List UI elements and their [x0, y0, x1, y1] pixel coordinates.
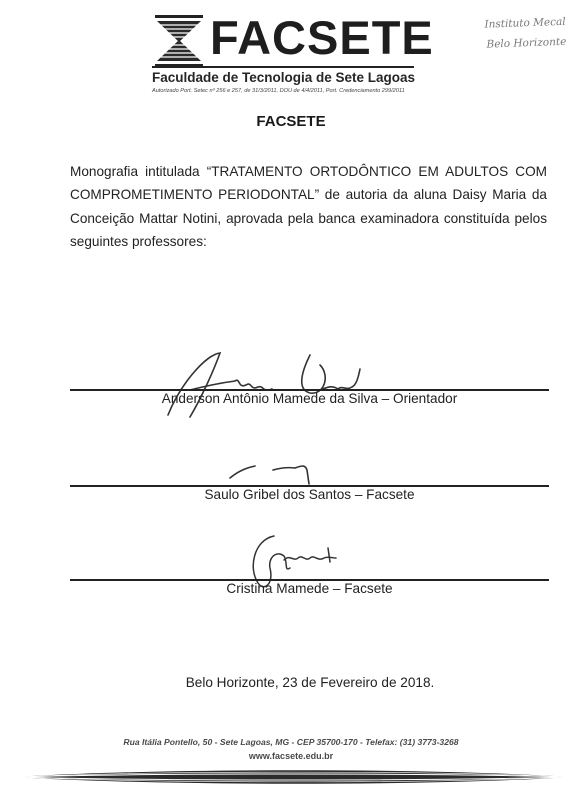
facsete-logo-icon: [155, 15, 203, 67]
footer-decorative-band: [16, 764, 571, 790]
footer-address: Rua Itália Pontello, 50 - Sete Lagoas, MG - CEP 35700-170 - Telefax: (31) 3773-3268: [123, 737, 459, 747]
logo-subtitle: Faculdade de Tecnologia de Sete Lagoas: [152, 70, 416, 85]
handwritten-note: [440, 12, 566, 56]
document-date: Belo Horizonte, 23 de Fevereiro de 2018.: [185, 675, 435, 690]
footer-website: www.facsete.edu.br: [248, 751, 334, 761]
handwritten-note-line: Instituto Mecal: [484, 15, 566, 31]
signature-name: Anderson Antônio Mamede da Silva – Orientador: [161, 391, 458, 406]
logo-divider: [152, 66, 414, 68]
document-body: Monografia intitulada “TRATAMENTO ORTODÔNTICO EM ADULTOS COM COMPROMETIMENTO PERIODONTAL” de autoria da aluna Daisy Maria da Conceição Mattar Notini, aprovada pela banca examinadora constituída pelos seguintes professores:: [70, 164, 547, 249]
logo-wordmark: FACSETE: [210, 11, 434, 64]
signature-name: Cristina Mamede – Facsete: [226, 581, 393, 596]
logo-fineprint: Autorizado Port. Setec nº 256 e 257, de 31/3/2011, DOU de 4/4/2011, Port. Credenciamento 299/2011: [152, 88, 405, 94]
signature-name: Saulo Gribel dos Santos – Facsete: [204, 487, 415, 502]
signature-saulo: [225, 458, 325, 488]
document-title: FACSETE: [256, 113, 326, 130]
signature-anderson: [160, 345, 380, 425]
handwritten-note-line: Belo Horizonte: [486, 35, 567, 51]
